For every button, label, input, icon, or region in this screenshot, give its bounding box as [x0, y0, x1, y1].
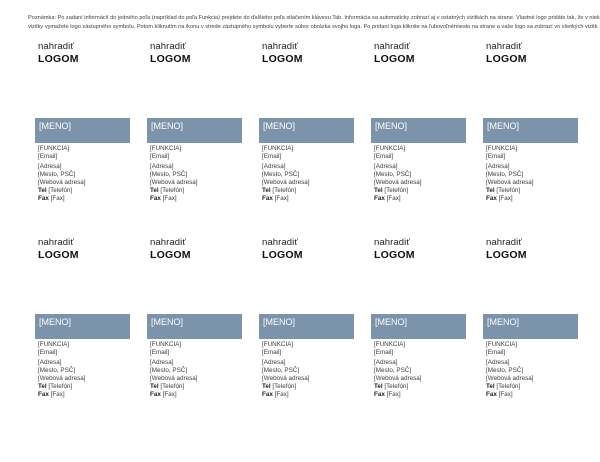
phone-field[interactable]: [Telefón] [384, 383, 409, 390]
logo-text-logo: LOGOM [150, 53, 191, 65]
fax-label: Fax [486, 391, 497, 398]
address-field[interactable]: [Adresa] [150, 163, 174, 170]
fax-label: Fax [374, 195, 385, 202]
fax-field[interactable]: [Fax] [386, 195, 401, 202]
logo-text-logo: LOGOM [486, 53, 527, 65]
email-field[interactable]: [Email] [38, 153, 58, 160]
fax-row [262, 391, 310, 399]
website-field[interactable]: [Webová adresa] [150, 375, 198, 382]
phone-field[interactable]: [Telefón] [496, 187, 521, 194]
website-field[interactable]: [Webová adresa] [262, 179, 310, 186]
phone-label: Tel [486, 187, 495, 194]
phone-field[interactable]: [Telefón] [160, 383, 185, 390]
title-field[interactable]: [FUNKCIA] [374, 341, 406, 348]
fax-label: Fax [150, 391, 161, 398]
contact-info [374, 341, 422, 399]
fax-label: Fax [486, 195, 497, 202]
title-field[interactable]: [FUNKCIA] [262, 341, 294, 348]
contact-info [38, 145, 86, 203]
logo-placeholder[interactable] [262, 237, 303, 262]
fax-field[interactable]: [Fax] [162, 391, 177, 398]
email-field[interactable]: [Email] [38, 349, 58, 356]
fax-field[interactable]: [Fax] [498, 391, 513, 398]
fax-label: Fax [262, 391, 273, 398]
email-field[interactable]: [Email] [262, 349, 282, 356]
phone-label: Tel [374, 383, 383, 390]
phone-row [38, 383, 86, 391]
name-text: [MENO] [39, 317, 72, 327]
name-field[interactable] [483, 118, 578, 143]
phone-row [374, 383, 422, 391]
phone-label: Tel [262, 187, 271, 194]
contact-info [38, 341, 86, 399]
title-field[interactable]: [FUNKCIA] [150, 341, 182, 348]
title-field[interactable]: [FUNKCIA] [486, 145, 518, 152]
email-field[interactable]: [Email] [262, 153, 282, 160]
address-field[interactable]: [Adresa] [374, 359, 398, 366]
title-field[interactable]: [FUNKCIA] [486, 341, 518, 348]
city-field[interactable]: [Mesto, PSČ] [486, 171, 524, 178]
name-field[interactable] [259, 314, 354, 339]
fax-field[interactable]: [Fax] [50, 391, 65, 398]
name-text: [MENO] [151, 121, 184, 131]
logo-text-replace: nahradiť [486, 237, 523, 248]
website-field[interactable]: [Webová adresa] [374, 179, 422, 186]
contact-info [150, 145, 198, 203]
phone-label: Tel [262, 383, 271, 390]
name-field[interactable] [259, 118, 354, 143]
phone-field[interactable]: [Telefón] [272, 383, 297, 390]
logo-text-replace: nahradiť [38, 237, 75, 248]
logo-text-replace: nahradiť [150, 237, 187, 248]
name-text: [MENO] [151, 317, 184, 327]
email-field[interactable]: [Email] [374, 349, 394, 356]
contact-info [262, 145, 310, 203]
title-field[interactable]: [FUNKCIA] [150, 145, 182, 152]
name-text: [MENO] [39, 121, 72, 131]
phone-field[interactable]: [Telefón] [160, 187, 185, 194]
logo-placeholder[interactable] [486, 237, 527, 262]
city-field[interactable]: [Mesto, PSČ] [374, 367, 412, 374]
website-field[interactable]: [Webová adresa] [38, 375, 86, 382]
address-field[interactable]: [Adresa] [150, 359, 174, 366]
logo-text-logo: LOGOM [486, 249, 527, 261]
email-field[interactable]: [Email] [486, 153, 506, 160]
note-line-1: Poznámka: Po zadaní informácií do jedného poľa (napríklad do poľa Funkcia) prejdete do ďalšieho poľa stlačením klávesu Tab. Informácia sa automaticky zobrazí aj v ostatných vizitkách na strane. Vlastné logo pridáte tak, že v niek [28, 15, 600, 21]
fax-label: Fax [38, 391, 49, 398]
fax-label: Fax [262, 195, 273, 202]
name-field[interactable] [147, 314, 242, 339]
title-field[interactable]: [FUNKCIA] [374, 145, 406, 152]
city-field[interactable]: [Mesto, PSČ] [150, 171, 188, 178]
fax-field[interactable]: [Fax] [162, 195, 177, 202]
website-field[interactable]: [Webová adresa] [262, 375, 310, 382]
logo-placeholder[interactable] [150, 41, 191, 66]
logo-text-logo: LOGOM [38, 249, 79, 261]
name-text: [MENO] [375, 317, 408, 327]
phone-row [486, 187, 534, 195]
fax-label: Fax [38, 195, 49, 202]
logo-placeholder[interactable] [374, 237, 415, 262]
phone-row [486, 383, 534, 391]
logo-placeholder[interactable] [38, 237, 79, 262]
fax-row [262, 195, 310, 203]
name-field[interactable] [371, 314, 466, 339]
website-field[interactable]: [Webová adresa] [486, 375, 534, 382]
logo-text-replace: nahradiť [486, 41, 523, 52]
city-field[interactable]: [Mesto, PSČ] [486, 367, 524, 374]
fax-row [38, 391, 86, 399]
phone-label: Tel [374, 187, 383, 194]
name-text: [MENO] [375, 121, 408, 131]
email-field[interactable]: [Email] [486, 349, 506, 356]
logo-text-replace: nahradiť [374, 237, 411, 248]
name-text: [MENO] [487, 121, 520, 131]
fax-row [374, 391, 422, 399]
phone-field[interactable]: [Telefón] [384, 187, 409, 194]
name-text: [MENO] [487, 317, 520, 327]
contact-info [150, 341, 198, 399]
phone-field[interactable]: [Telefón] [496, 383, 521, 390]
title-field[interactable]: [FUNKCIA] [38, 145, 70, 152]
logo-text-logo: LOGOM [262, 249, 303, 261]
fax-field[interactable]: [Fax] [386, 391, 401, 398]
name-field[interactable] [483, 314, 578, 339]
contact-info [486, 341, 534, 399]
phone-field[interactable]: [Telefón] [272, 187, 297, 194]
fax-row [38, 195, 86, 203]
logo-placeholder[interactable] [262, 41, 303, 66]
phone-row [150, 187, 198, 195]
fax-row [486, 195, 534, 203]
logo-text-replace: nahradiť [38, 41, 75, 52]
phone-label: Tel [150, 383, 159, 390]
fax-field[interactable]: [Fax] [50, 195, 65, 202]
fax-row [374, 195, 422, 203]
address-field[interactable]: [Adresa] [262, 359, 286, 366]
address-field[interactable]: [Adresa] [38, 163, 62, 170]
phone-row [374, 187, 422, 195]
phone-row [38, 187, 86, 195]
phone-label: Tel [150, 187, 159, 194]
website-field[interactable]: [Webová adresa] [486, 179, 534, 186]
logo-placeholder[interactable] [374, 41, 415, 66]
email-field[interactable]: [Email] [150, 153, 170, 160]
fax-row [150, 391, 198, 399]
city-field[interactable]: [Mesto, PSČ] [150, 367, 188, 374]
address-field[interactable]: [Adresa] [374, 163, 398, 170]
city-field[interactable]: [Mesto, PSČ] [38, 171, 76, 178]
fax-field[interactable]: [Fax] [498, 195, 513, 202]
fax-field[interactable]: [Fax] [274, 391, 289, 398]
logo-text-replace: nahradiť [374, 41, 411, 52]
logo-text-logo: LOGOM [150, 249, 191, 261]
fax-label: Fax [150, 195, 161, 202]
email-field[interactable]: [Email] [374, 153, 394, 160]
fax-field[interactable]: [Fax] [274, 195, 289, 202]
name-field[interactable] [147, 118, 242, 143]
name-text: [MENO] [263, 317, 296, 327]
contact-info [486, 145, 534, 203]
website-field[interactable]: [Webová adresa] [374, 375, 422, 382]
title-field[interactable]: [FUNKCIA] [38, 341, 70, 348]
name-text: [MENO] [263, 121, 296, 131]
logo-placeholder[interactable] [150, 237, 191, 262]
city-field[interactable]: [Mesto, PSČ] [262, 171, 300, 178]
city-field[interactable]: [Mesto, PSČ] [374, 171, 412, 178]
logo-text-logo: LOGOM [38, 53, 79, 65]
address-field[interactable]: [Adresa] [262, 163, 286, 170]
phone-row [262, 187, 310, 195]
logo-text-replace: nahradiť [262, 237, 299, 248]
title-field[interactable]: [FUNKCIA] [262, 145, 294, 152]
address-field[interactable]: [Adresa] [38, 359, 62, 366]
city-field[interactable]: [Mesto, PSČ] [38, 367, 76, 374]
logo-text-replace: nahradiť [150, 41, 187, 52]
name-field[interactable] [371, 118, 466, 143]
website-field[interactable]: [Webová adresa] [150, 179, 198, 186]
instruction-note [28, 14, 600, 32]
contact-info [262, 341, 310, 399]
email-field[interactable]: [Email] [150, 349, 170, 356]
phone-field[interactable]: [Telefón] [48, 383, 73, 390]
website-field[interactable]: [Webová adresa] [38, 179, 86, 186]
phone-label: Tel [486, 383, 495, 390]
address-field[interactable]: [Adresa] [486, 163, 510, 170]
fax-row [150, 195, 198, 203]
phone-field[interactable]: [Telefón] [48, 187, 73, 194]
logo-text-replace: nahradiť [262, 41, 299, 52]
phone-row [150, 383, 198, 391]
address-field[interactable]: [Adresa] [486, 359, 510, 366]
city-field[interactable]: [Mesto, PSČ] [262, 367, 300, 374]
fax-row [486, 391, 534, 399]
phone-label: Tel [38, 187, 47, 194]
logo-text-logo: LOGOM [262, 53, 303, 65]
phone-label: Tel [38, 383, 47, 390]
phone-row [262, 383, 310, 391]
note-line-2: vizitky vymažete logo zástupného symbolu. Potom kliknutím na ikonu v strede zástupného symbolu vyberte súbor obrázka svojho loga. Po pridaní loga kliknite na ľubovoľnémiesto na strane a vaše logo sa zobrazí vo všetkých vizitk [28, 24, 598, 30]
contact-info [374, 145, 422, 203]
name-field[interactable] [35, 118, 130, 143]
logo-placeholder[interactable] [38, 41, 79, 66]
logo-placeholder[interactable] [486, 41, 527, 66]
logo-text-logo: LOGOM [374, 53, 415, 65]
name-field[interactable] [35, 314, 130, 339]
logo-text-logo: LOGOM [374, 249, 415, 261]
fax-label: Fax [374, 391, 385, 398]
